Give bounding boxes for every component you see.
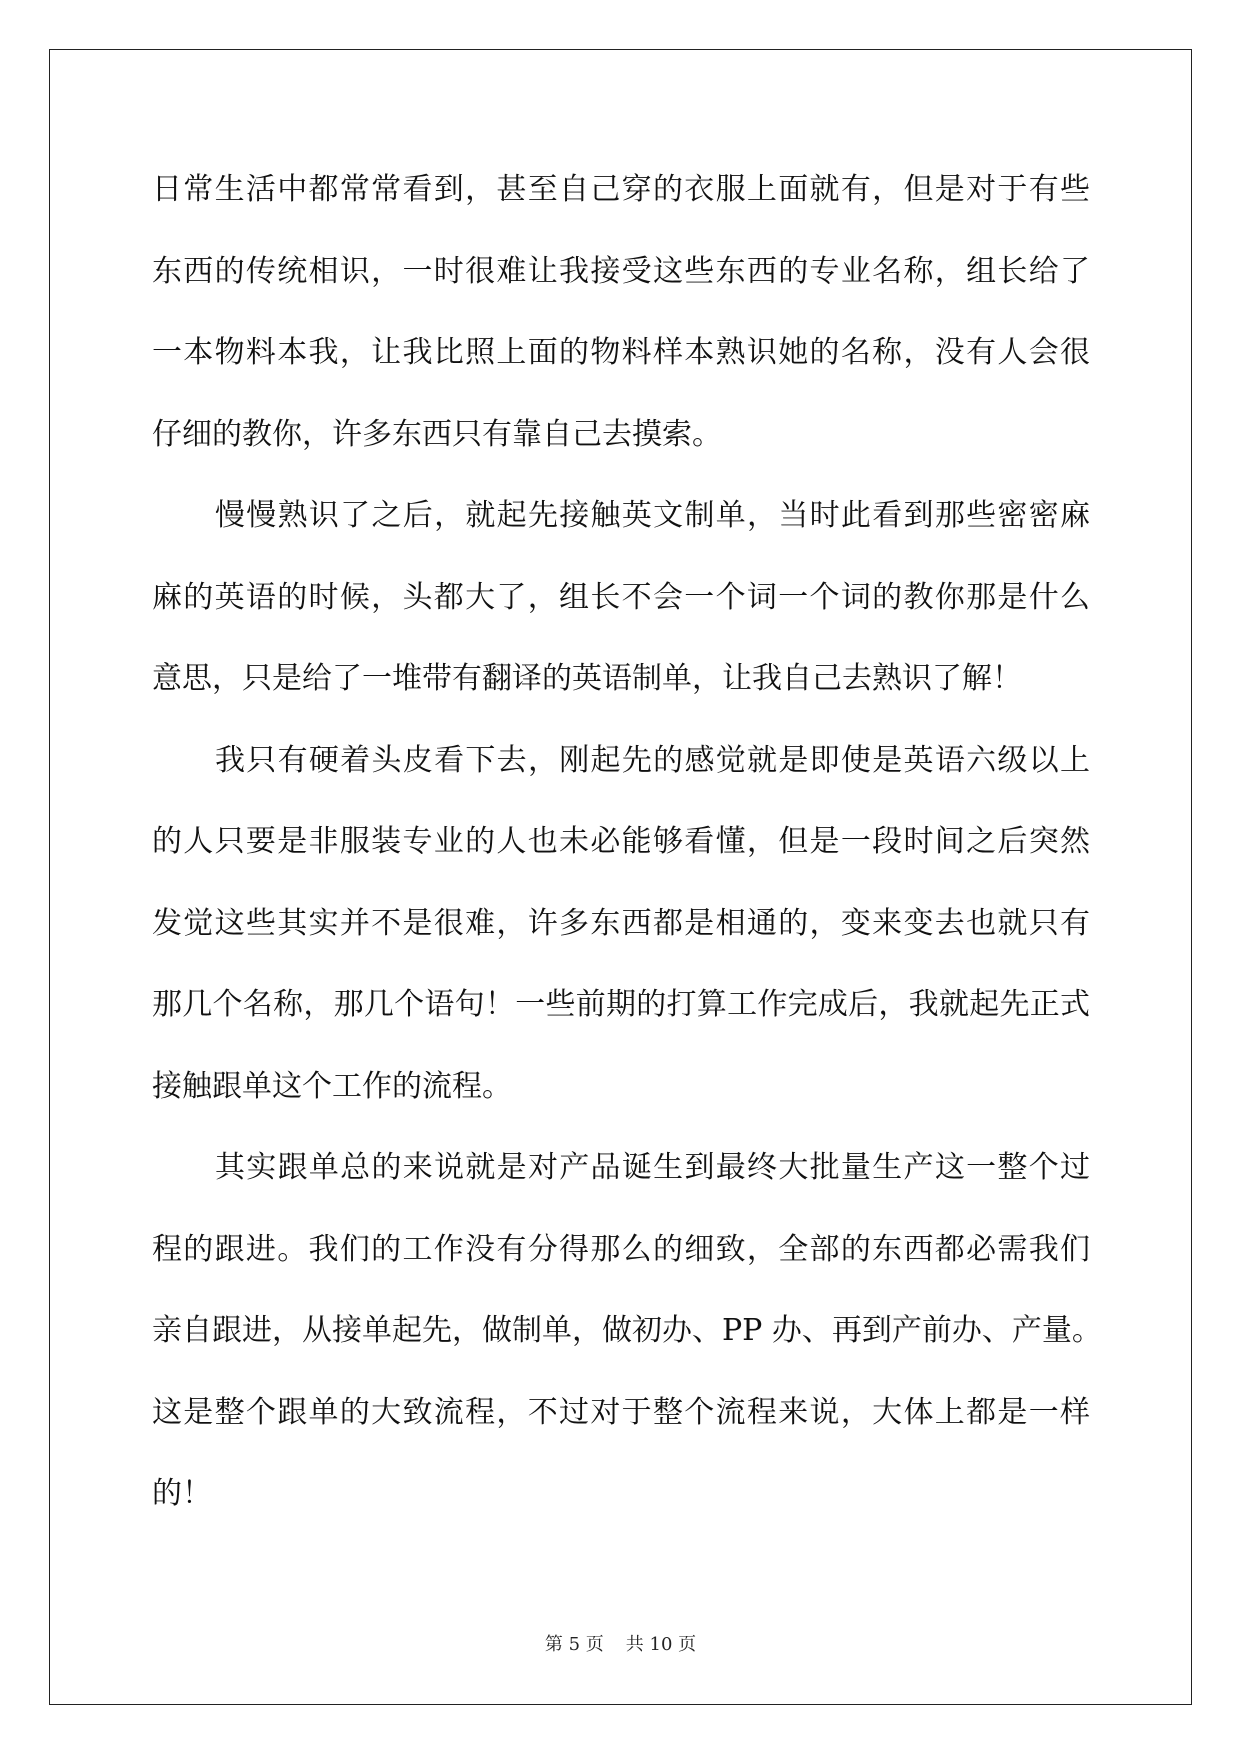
text-line: 日常生活中都常常看到，甚至自己穿的衣服上面就有，但是对于有些 — [152, 172, 1090, 207]
paragraph-4 — [152, 1138, 1102, 1546]
text-line: 那几个名称，那几个语句！一些前期的打算工作完成后，我就起先正式 — [152, 987, 1090, 1022]
text-line: 程的跟进。我们的工作没有分得那么的细致，全部的东西都必需我们 — [152, 1231, 1090, 1267]
page-total: 共 10 页 — [625, 1634, 697, 1655]
text-line: 这是整个跟单的大致流程，不过对于整个流程来说，大体上都是一样 — [152, 1394, 1090, 1430]
text-line: 东西的传统相识，一时很难让我接受这些东西的专业名称，组长给了 — [152, 253, 1090, 289]
text-line: 麻的英语的时候，头都大了，组长不会一个词一个词的教你那是什么 — [152, 579, 1090, 615]
text-line: 的！ — [152, 1476, 212, 1511]
page-number: 第 5 页 — [544, 1634, 604, 1655]
paragraph-2 — [152, 486, 1090, 731]
paragraph-3 — [152, 731, 1090, 1139]
text-line: 我只有硬着头皮看下去，刚起先的感觉就是即使是英语六级以上 — [215, 742, 1090, 778]
page-footer — [0, 1630, 1241, 1656]
text-line: 发觉这些其实并不是很难，许多东西都是相通的，变来变去也就只有 — [152, 905, 1090, 941]
text-line: 其实跟单总的来说就是对产品诞生到最终大批量生产这一整个过 — [215, 1150, 1090, 1185]
text-line: 亲自跟进，从接单起先，做制单，做初办、PP 办、再到产前办、产量。 — [152, 1313, 1102, 1348]
text-line: 慢慢熟识了之后，就起先接触英文制单，当时此看到那些密密麻 — [215, 498, 1090, 533]
text-line: 接触跟单这个工作的流程。 — [152, 1068, 512, 1104]
text-line: 仔细的教你，许多东西只有靠自己去摸索。 — [152, 416, 722, 452]
paragraph-1 — [152, 160, 1090, 486]
document-body — [152, 160, 1102, 1546]
text-line: 一本物料本我，让我比照上面的物料样本熟识她的名称，没有人会很 — [152, 335, 1090, 370]
text-line: 意思，只是给了一堆带有翻译的英语制单，让我自己去熟识了解！ — [152, 661, 1022, 696]
text-line: 的人只要是非服装专业的人也未必能够看懂，但是一段时间之后突然 — [152, 824, 1090, 859]
